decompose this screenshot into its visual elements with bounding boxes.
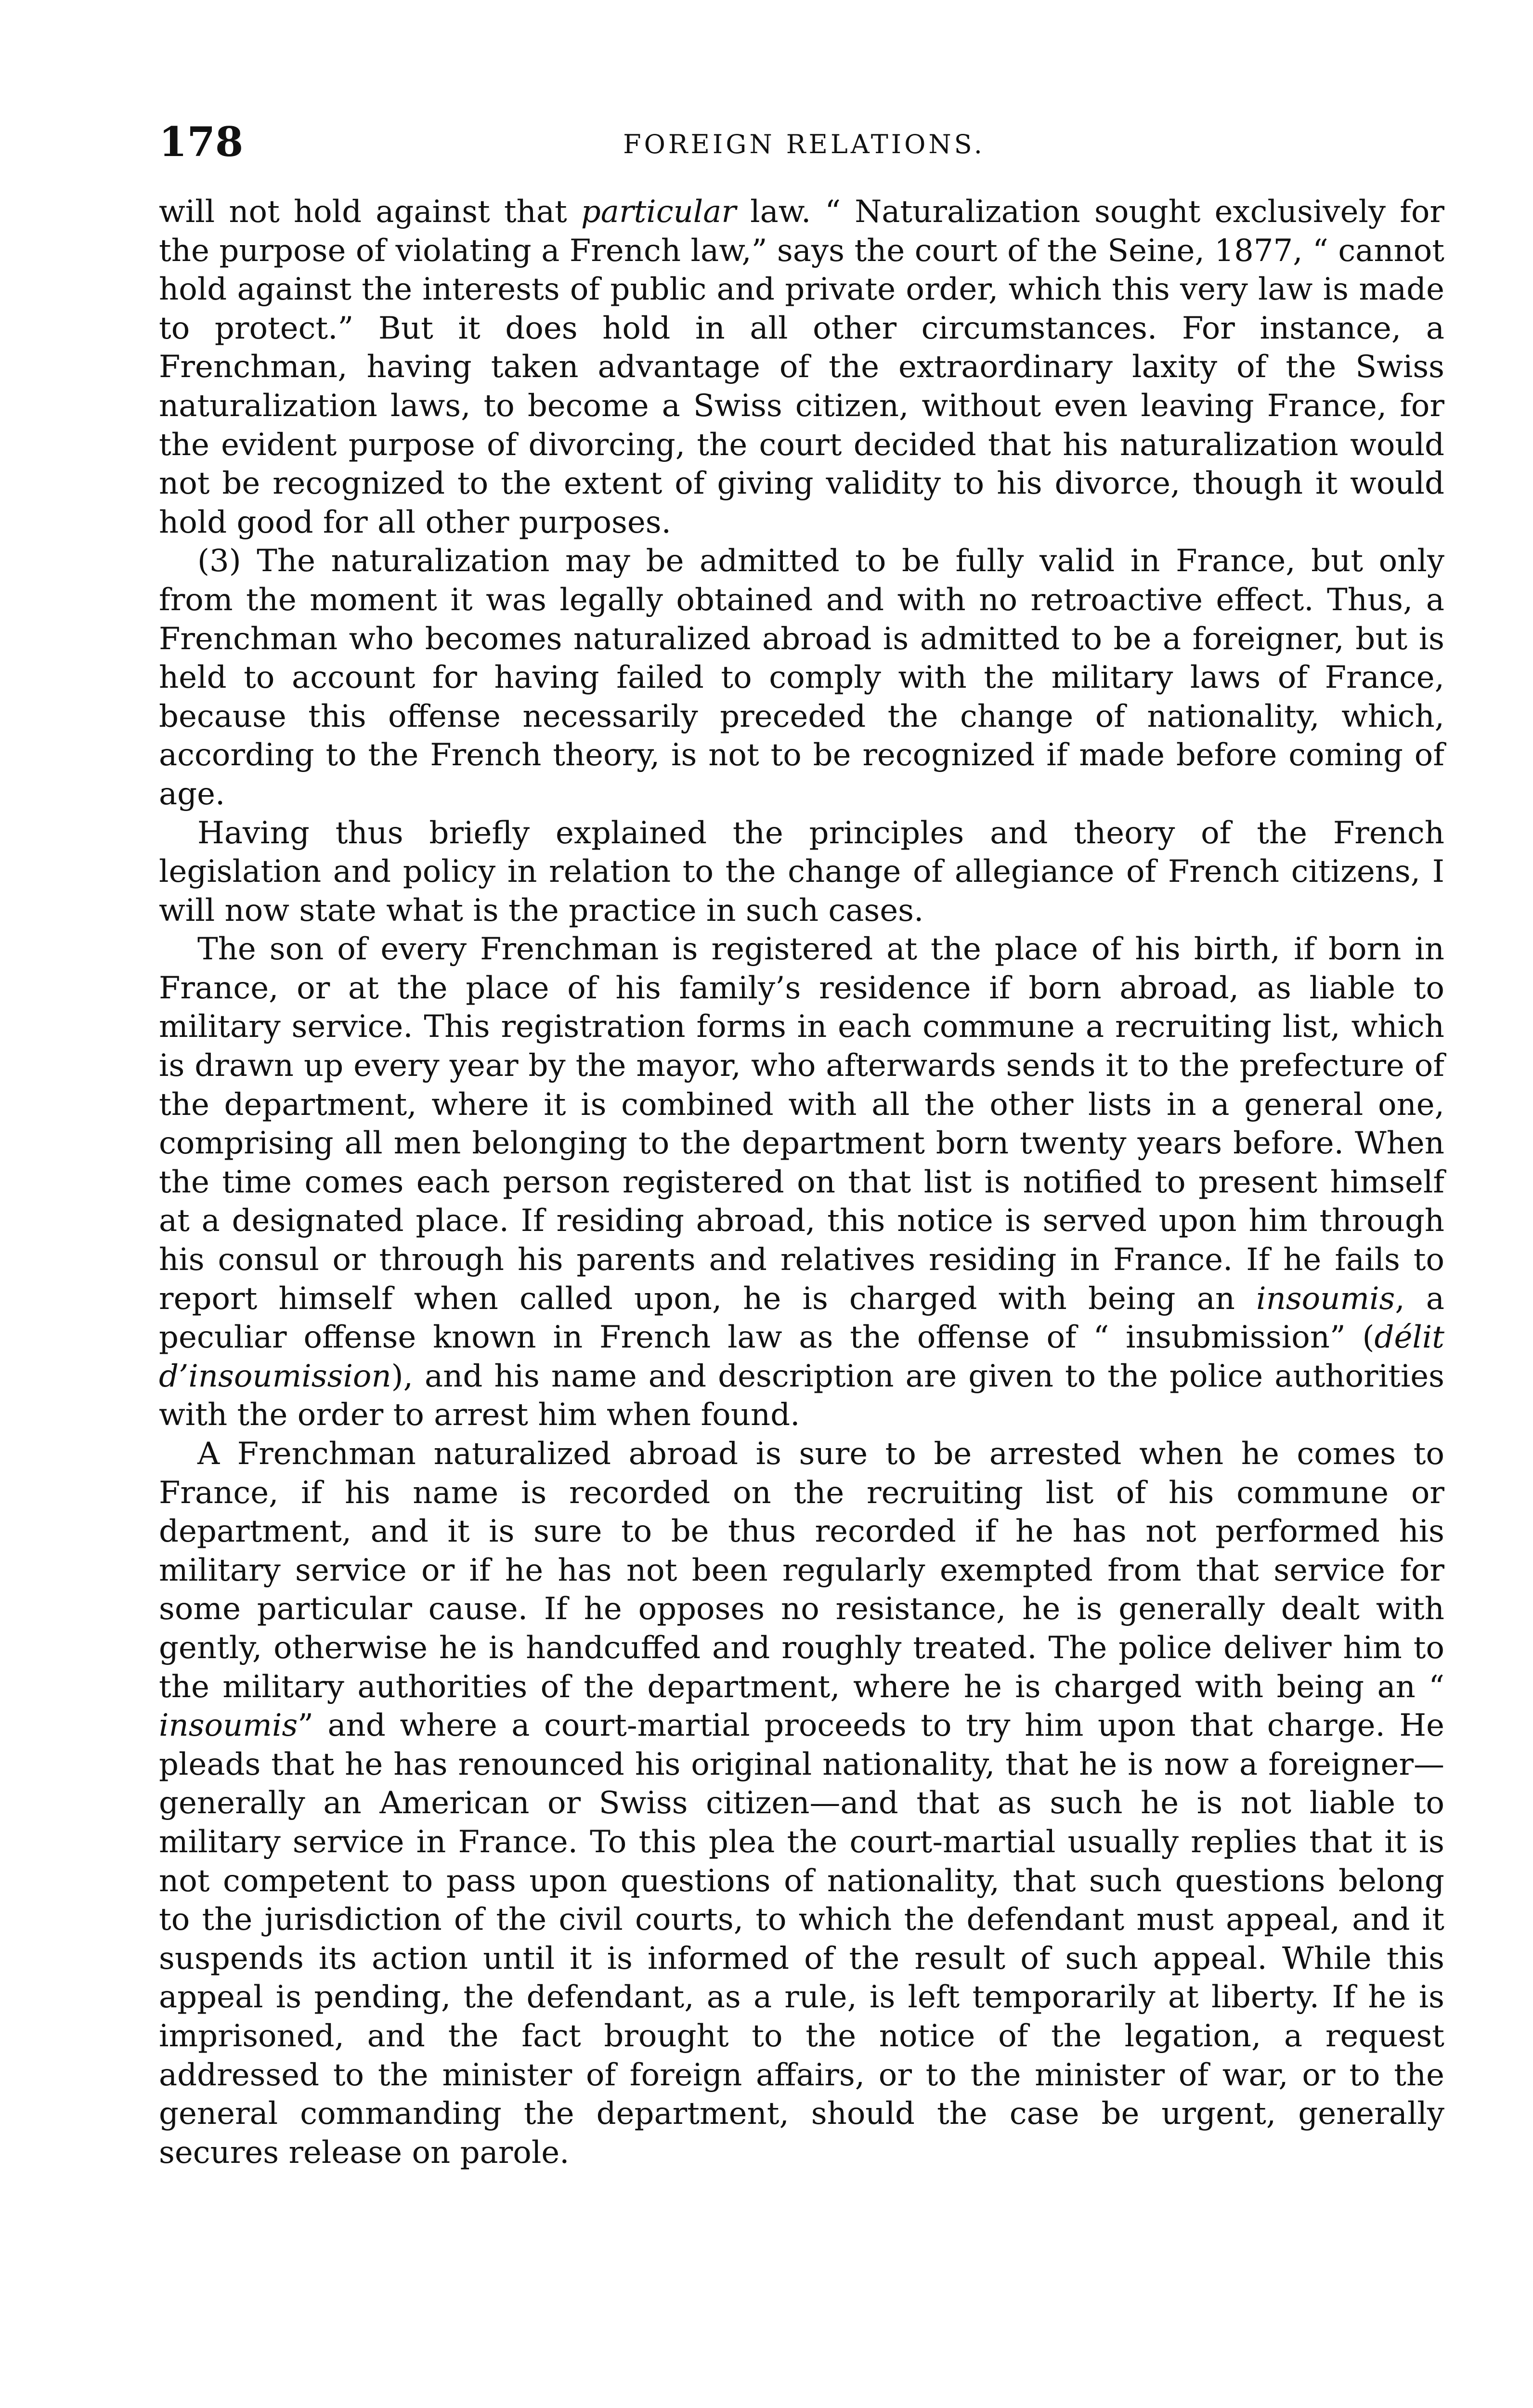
paragraph-arrest [159, 1435, 1444, 2172]
text-run: will not hold against that [159, 194, 581, 230]
body-text [159, 193, 1444, 2172]
text-run-italic: délit d’insoumission [159, 1320, 1444, 1394]
text-run: , a peculiar offense known in French law as the offense of “ insubmission” ( [159, 1281, 1445, 1356]
paragraph-continuation [159, 193, 1444, 542]
page-header [159, 116, 1449, 173]
text-run-italic: insoumis [159, 1708, 298, 1744]
text-run: ), and his name and description are given to the police authorities with the order to arrest him when found. [159, 1358, 1444, 1433]
paragraph-registration [159, 930, 1444, 1435]
text-run-italic: particular [581, 194, 736, 230]
text-run: The son of every Frenchman is registered at the place of his birth, if born in France, or at the place of his family’s residence if born abroad, as liable to military service. This registration forms in each commune a recruiting list, which is drawn up every year by the mayor, who afterwards sends it to the prefecture of the department, where it is combined with all the other lists in a general one, comprising all men belonging to the department born twenty years before. When the time comes each person registered on that list is notified to present himself at a designated place. If residing abroad, this notice is served upon him through his consul or through his parents and relatives residing in France. If he fails to report himself when called upon, he is charged with being an [159, 931, 1444, 1317]
text-run: law. “ Naturalization sought exclusively for the purpose of violating a French law,” says the court of the Seine, 1877, “ cannot hold against the interests of public and private order, which this very law is made to protect.” But it does hold in all other circumstances. For instance, a Frenchman, having taken advantage of the extraordinary laxity of the Swiss naturalization laws, to become a Swiss citizen, without even leaving France, for the evident purpose of divorcing, the court decided that his naturalization would not be recognized to the extent of giving validity to his divorce, though it would hold good for all other purposes. [159, 194, 1444, 540]
text-run: A Frenchman naturalized abroad is sure to be arrested when he comes to France, if his name is recorded on the recruiting list of his commune or department, and it is sure to be thus recorded if he has not performed his military service or if he has not been regularly exempted from that service for some particular cause. If he opposes no resistance, he is generally dealt with gently, otherwise he is handcuffed and roughly treated. The police deliver him to the military authorities of the department, where he is charged with being an “ [159, 1436, 1444, 1705]
text-run-italic: insoumis [1256, 1281, 1395, 1317]
page-number: 178 [159, 118, 244, 166]
text-run: ” and where a court-martial proceeds to try him upon that charge. He pleads that he has renounced his original nationality, that he is now a foreigner—generally an American or Swiss citizen—and that as such he is not liable to military service in France. To this plea the court-martial usually replies that it is not competent to pass upon questions of nationality, that such questions belong to the jurisdiction of the civil courts, to which the defendant must appeal, and it suspends its action until it is informed of the result of such appeal. While this appeal is pending, the defendant, as a rule, is left temporarily at liberty. If he is imprisoned, and the fact brought to the notice of the legation, a request addressed to the minister of foreign affairs, or to the minister of war, or to the general commanding the department, should the case be urgent, generally secures release on parole. [159, 1708, 1444, 2171]
text-run: (3) The naturalization may be admitted to be fully valid in France, but only from the moment it was legally obtained and with no retroactive effect. Thus, a Frenchman who becomes naturalized abroad is admitted to be a foreigner, but is held to account for having failed to comply with the military laws of France, because this offense necessarily preceded the change of nationality, which, according to the French theory, is not to be recognized if made before coming of age. [159, 543, 1444, 812]
text-run: Having thus briefly explained the principles and theory of the French legislation and policy in relation to the change of allegiance of French citizens, I will now state what is the practice in such cases. [159, 815, 1444, 929]
paragraph-practice-intro [159, 814, 1444, 930]
paragraph-point-3 [159, 542, 1444, 813]
running-head: FOREIGN RELATIONS. [623, 129, 985, 159]
